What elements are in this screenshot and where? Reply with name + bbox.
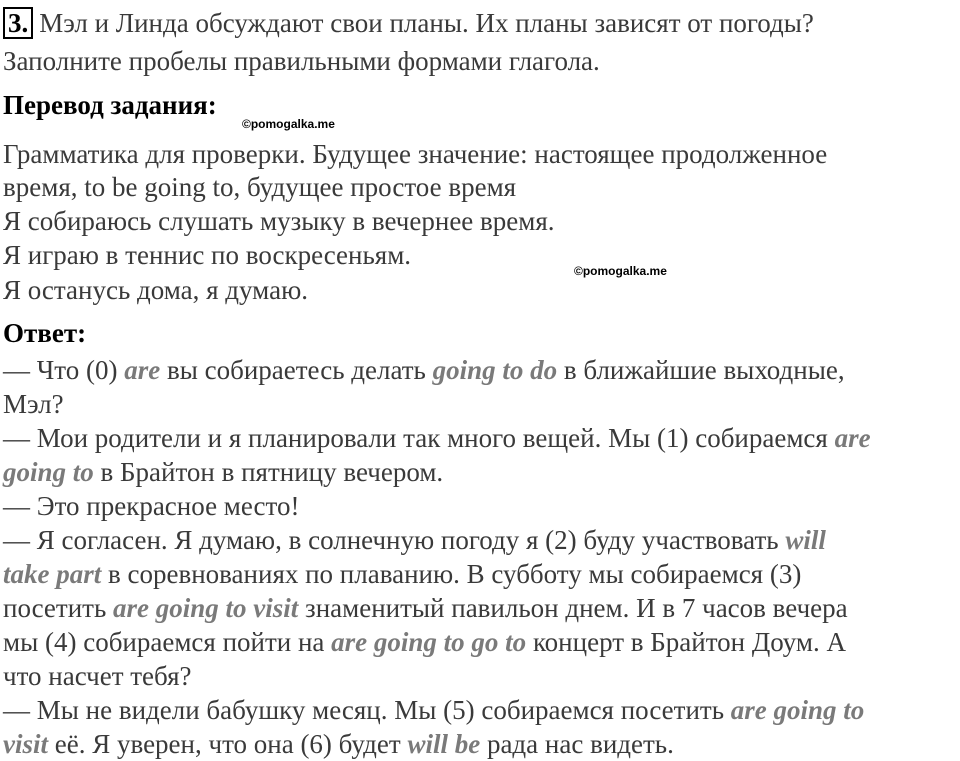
answer-heading: Ответ: <box>3 318 87 348</box>
answer-line <box>3 693 864 727</box>
answer-verb: visit <box>3 729 48 759</box>
watermark-1: ©pomogalka.me <box>242 117 335 131</box>
translation-line: Я останусь дома, я думаю. <box>3 275 308 305</box>
answer-text: мы (4) собираемся пойти на <box>3 627 332 657</box>
answer-line <box>3 557 801 591</box>
translation-line: Грамматика для проверки. Будущее значение: настоящее продолженное <box>3 139 828 169</box>
answer-line <box>3 727 674 761</box>
answer-verb: are going to visit <box>113 593 299 623</box>
answer-text: — Что (0) <box>3 355 125 385</box>
answer-text: вы собираетесь делать <box>160 355 433 385</box>
answer-line <box>3 387 64 421</box>
answer-text: в ближайшие выходные, <box>557 355 845 385</box>
answer-text: что насчет тебя? <box>3 661 192 691</box>
answer-line <box>3 455 443 489</box>
answer-text: — Мы не видели бабушку месяц. Мы (5) собираемся посетить <box>3 695 731 725</box>
answer-verb: will be <box>407 729 481 759</box>
answer-line <box>3 353 845 387</box>
answer-line <box>3 625 846 659</box>
answer-line <box>3 591 848 625</box>
watermark-2: ©pomogalka.me <box>574 264 667 278</box>
answer-verb: going to <box>3 457 94 487</box>
answer-verb: are <box>834 423 871 453</box>
task-text-1: Мэл и Линда обсуждают свои планы. Их планы зависят от погоды? <box>39 8 814 38</box>
translation-line: время, to be going to, будущее простое время <box>3 172 517 202</box>
answer-text: посетить <box>3 593 114 623</box>
answer-verb: are going to <box>730 695 865 725</box>
answer-text: в соревнованиях по плаванию. В субботу мы собираемся (3) <box>101 559 802 589</box>
answer-line <box>3 659 192 693</box>
answer-text: знаменитый павильон днем. И в 7 часов вечера <box>298 593 848 623</box>
answer-text: — Мои родители и я планировали так много вещей. Мы (1) собираемся <box>3 423 835 453</box>
answer-text: Мэл? <box>3 389 64 419</box>
answer-verb: will <box>785 525 826 555</box>
answer-text: концерт в Брайтон Доум. А <box>526 627 846 657</box>
answer-line <box>3 523 826 557</box>
task-line-2: Заполните пробелы правильными формами глагола. <box>3 46 600 76</box>
answer-verb: are <box>124 355 161 385</box>
answer-text: её. Я уверен, что она (6) будет <box>48 729 408 759</box>
answer-verb: going to do <box>432 355 558 385</box>
answer-text: — Это прекрасное место! <box>3 491 300 521</box>
answer-line <box>3 421 871 455</box>
answer-text: — Я согласен. Я думаю, в солнечную погоду я (2) буду участвовать <box>3 525 786 555</box>
translation-heading: Перевод задания: <box>3 90 217 120</box>
answer-verb: are going to go to <box>331 627 527 657</box>
translation-line: Я собираюсь слушать музыку в вечернее время. <box>3 206 555 236</box>
task-line-1 <box>3 6 814 40</box>
answer-line <box>3 489 299 523</box>
answer-text: в Брайтон в пятницу вечером. <box>93 457 444 487</box>
answer-verb: take part <box>3 559 102 589</box>
answer-text: рада нас видеть. <box>480 729 674 759</box>
translation-line: Я играю в теннис по воскресеньям. <box>3 240 412 270</box>
task-number: 3. <box>3 7 33 39</box>
